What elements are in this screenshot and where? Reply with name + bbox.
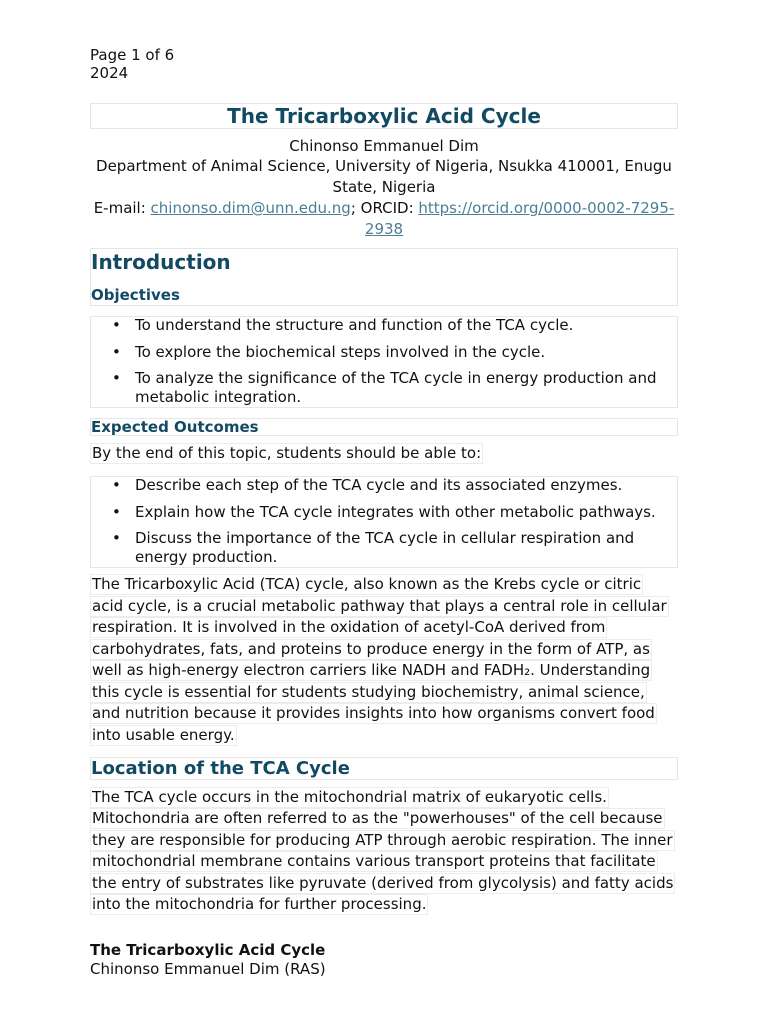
affiliation-line: State, Nigeria [332, 178, 436, 196]
location-heading: Location of the TCA Cycle [91, 758, 350, 779]
paragraph-line: mitochondrial membrane contains various transport proteins that facilitate [92, 852, 656, 870]
list-item-text: Discuss the importance of the TCA cycle in cellular respiration and [135, 529, 635, 547]
year: 2024 [90, 64, 129, 82]
list-item-text: To analyze the significance of the TCA cycle in energy production and [135, 369, 657, 387]
paragraph-line: Mitochondria are often referred to as the "powerhouses" of the cell because [92, 809, 663, 827]
paragraph-line: respiration. It is involved in the oxidation of acetyl-CoA derived from [92, 618, 606, 636]
paragraph-line: they are responsible for producing ATP through aerobic respiration. The inner [92, 831, 673, 849]
paragraph-line: The TCA cycle occurs in the mitochondrial matrix of eukaryotic cells. [92, 788, 607, 806]
paragraph-line: into usable energy. [92, 726, 235, 744]
title-box [90, 103, 678, 129]
bullet-icon: • [112, 369, 121, 387]
bullet-icon: • [112, 503, 121, 521]
author-name: Chinonso Emmanuel Dim [289, 137, 479, 155]
document-title: The Tricarboxylic Acid Cycle [227, 104, 541, 128]
paragraph-line: The Tricarboxylic Acid (TCA) cycle, also known as the Krebs cycle or citric [92, 575, 642, 593]
paragraph-line: acid cycle, is a crucial metabolic pathway that plays a central role in cellular [92, 597, 667, 615]
outcomes-intro: By the end of this topic, students should be able to: [92, 444, 482, 462]
affiliation [90, 156, 678, 198]
paragraph-line: well as high-energy electron carriers like NADH and FADH₂. Understanding [92, 661, 651, 679]
paragraph-line: carbohydrates, fats, and proteins to produce energy in the form of ATP, as [92, 640, 650, 658]
page-footer [90, 941, 326, 979]
bullet-icon: • [112, 529, 121, 547]
bullet-icon: • [112, 343, 121, 361]
email-link[interactable]: chinonso.dim@unn.edu.ng [150, 199, 351, 217]
orcid-label: ; ORCID: [350, 199, 419, 217]
author-block [90, 136, 678, 240]
footer-author: Chinonso Emmanuel Dim (RAS) [90, 960, 326, 978]
page-number: Page 1 of 6 [90, 46, 175, 64]
page-header [90, 46, 174, 82]
paragraph-line: this cycle is essential for students studying biochemistry, animal science, [92, 683, 645, 701]
footer-title: The Tricarboxylic Acid Cycle [90, 941, 326, 959]
list-item-text: To understand the structure and function of the TCA cycle. [135, 316, 574, 334]
bullet-icon: • [112, 316, 121, 334]
contact [90, 198, 678, 240]
outcomes-header-box [90, 418, 678, 436]
orcid-link[interactable]: https://orcid.org/0000-0002-7295- [418, 199, 675, 217]
paragraph-line: and nutrition because it provides insights into how organisms convert food [92, 704, 655, 722]
outcomes-heading: Expected Outcomes [91, 418, 259, 436]
introduction-heading: Introduction [91, 250, 231, 274]
list-item-text: Describe each step of the TCA cycle and its associated enzymes. [135, 476, 623, 494]
list-item-text: metabolic integration. [135, 388, 302, 406]
paragraph-line: into the mitochondria for further processing. [92, 895, 427, 913]
objectives-heading: Objectives [91, 286, 180, 304]
affiliation-line: Department of Animal Science, University of Nigeria, Nsukka 410001, Enugu [96, 157, 672, 175]
paragraph-line: the entry of substrates like pyruvate (derived from glycolysis) and fatty acids [92, 874, 674, 892]
orcid-link-cont[interactable]: 2938 [364, 220, 404, 238]
list-item-text: energy production. [135, 548, 278, 566]
list-item-text: Explain how the TCA cycle integrates with other metabolic pathways. [135, 503, 656, 521]
bullet-icon: • [112, 476, 121, 494]
list-item-text: To explore the biochemical steps involved in the cycle. [135, 343, 546, 361]
email-label: E-mail: [93, 199, 151, 217]
location-header-box [90, 757, 678, 780]
introduction-header-box [90, 248, 678, 306]
